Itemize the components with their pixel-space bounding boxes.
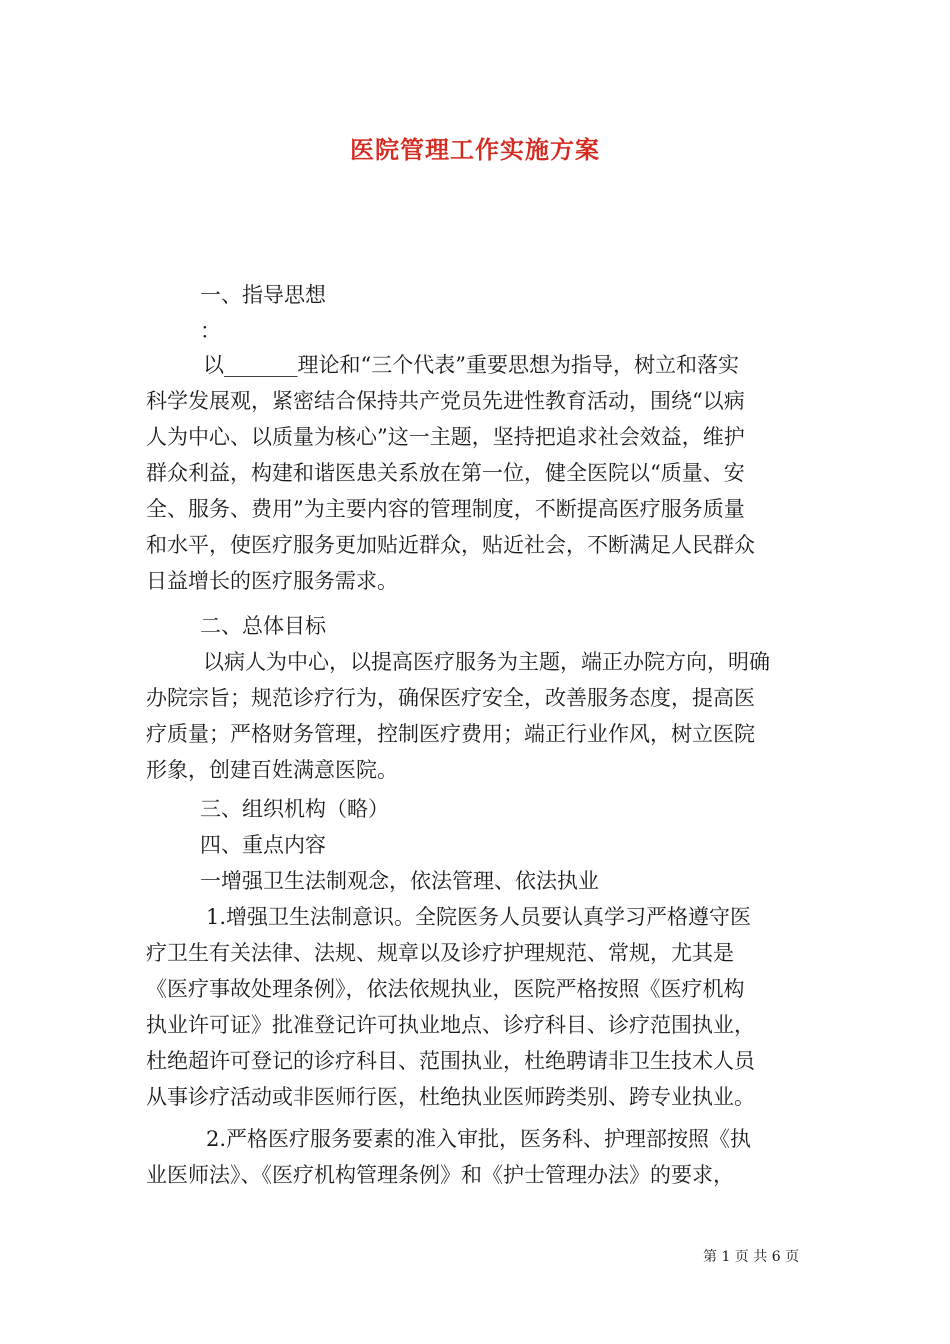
heading-guiding-thought: 一、指导思想 [200,283,326,307]
heading-key-content: 四、重点内容 [200,833,326,857]
paragraph-line: 从事诊疗活动或非医师行医，杜绝执业医师跨类别、跨专业执业。 [146,1085,755,1109]
colon-line: ： [200,319,221,343]
subheading-legal: 一增强卫生法制观念，依法管理、依法执业 [200,869,599,893]
paragraph-line: 《医疗事故处理条例》，依法依规执业，医院严格按照《医疗机构 [146,977,745,1001]
page-number: 第 1 页 共 6 页 [703,1249,800,1265]
heading-organization: 三、组织机构（略） [200,797,389,821]
paragraph-line: 疗卫生有关法律、法规、规章以及诊疗护理规范、常规，尤其是 [146,941,734,965]
paragraph-line: 日益增长的医疗服务需求。 [146,569,398,593]
paragraph-line: 科学发展观，紧密结合保持共产党员先进性教育活动，围绕“以病 [146,389,745,413]
document-title: 医院管理工作实施方案 [350,135,600,164]
paragraph-line: 办院宗旨；规范诊疗行为，确保医疗安全，改善服务态度，提高医 [146,686,755,710]
paragraph-line: 执业许可证》批准登记许可执业地点、诊疗科目、诊疗范围执业， [146,1013,755,1037]
paragraph-line: 以_______理论和“三个代表”重要思想为指导，树立和落实 [203,353,739,377]
paragraph-line: 2.严格医疗服务要素的准入审批，医务科、护理部按照《执 [206,1127,752,1151]
paragraph-line: 疗质量；严格财务管理，控制医疗费用；端正行业作风，树立医院 [146,722,755,746]
paragraph-line: 和水平，使医疗服务更加贴近群众，贴近社会，不断满足人民群众 [146,533,755,557]
paragraph-line: 群众利益，构建和谐医患关系放在第一位，健全医院以“质量、安 [146,461,745,485]
paragraph-line: 全、服务、费用”为主要内容的管理制度，不断提高医疗服务质量 [146,497,745,521]
paragraph-line: 以病人为中心，以提高医疗服务为主题，端正办院方向，明确 [203,650,770,674]
paragraph-line: 1.增强卫生法制意识。全院医务人员要认真学习严格遵守医 [206,905,752,929]
paragraph-line: 人为中心、以质量为核心”这一主题，坚持把追求社会效益，维护 [146,425,745,449]
paragraph-line: 杜绝超许可登记的诊疗科目、范围执业，杜绝聘请非卫生技术人员 [146,1049,755,1073]
paragraph-line: 形象，创建百姓满意医院。 [146,758,398,782]
heading-overall-goal: 二、总体目标 [200,614,326,638]
paragraph-line: 业医师法》、《医疗机构管理条例》和《护士管理办法》的要求， [146,1163,734,1187]
